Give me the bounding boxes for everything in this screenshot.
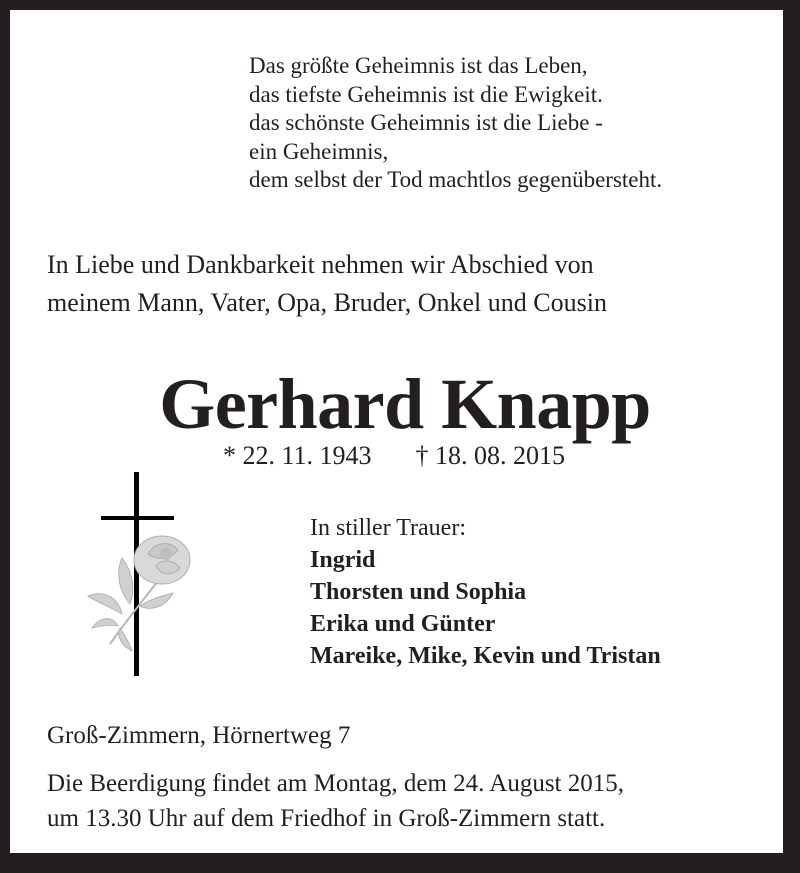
mourner-list bbox=[310, 544, 661, 672]
poem-line: das tiefste Geheimnis ist die Ewigkeit. bbox=[249, 81, 603, 107]
intro-line: meinem Mann, Vater, Opa, Bruder, Onkel und Cousin bbox=[47, 288, 607, 317]
birth-date: * 22. 11. 1943 bbox=[223, 441, 372, 470]
poem bbox=[249, 52, 662, 195]
intro-text bbox=[47, 246, 607, 322]
funeral-line: Die Beerdigung findet am Montag, dem 24. August 2015, bbox=[47, 770, 625, 797]
mourners-heading: In stiller Trauer: bbox=[310, 515, 466, 541]
funeral-line: um 13.30 Uhr auf dem Friedhof in Groß-Zimmern statt. bbox=[47, 805, 606, 832]
cross-rose-icon bbox=[70, 466, 230, 686]
poem-line: Das größte Geheimnis ist das Leben, bbox=[249, 53, 588, 78]
life-dates bbox=[223, 440, 565, 472]
mourner-name: Mareike, Mike, Kevin und Tristan bbox=[310, 643, 661, 669]
deceased-name: Gerhard Knapp bbox=[159, 364, 651, 444]
mourners bbox=[310, 512, 661, 672]
poem-line: ein Geheimnis, bbox=[249, 138, 389, 164]
funeral-info bbox=[47, 766, 624, 836]
poem-line: das schönste Geheimnis ist die Liebe - bbox=[249, 110, 603, 135]
mourner-name: Ingrid bbox=[310, 547, 376, 573]
family-address: Groß-Zimmern, Hörnertweg 7 bbox=[47, 722, 351, 749]
obituary-notice bbox=[10, 10, 783, 853]
mourner-name: Erika und Günter bbox=[310, 611, 496, 637]
intro-line: In Liebe und Dankbarkeit nehmen wir Abschied von bbox=[47, 250, 594, 279]
death-date: † 18. 08. 2015 bbox=[415, 441, 566, 470]
poem-line: dem selbst der Tod machtlos gegenübersteht. bbox=[249, 167, 663, 192]
mourner-name: Thorsten und Sophia bbox=[310, 579, 527, 605]
